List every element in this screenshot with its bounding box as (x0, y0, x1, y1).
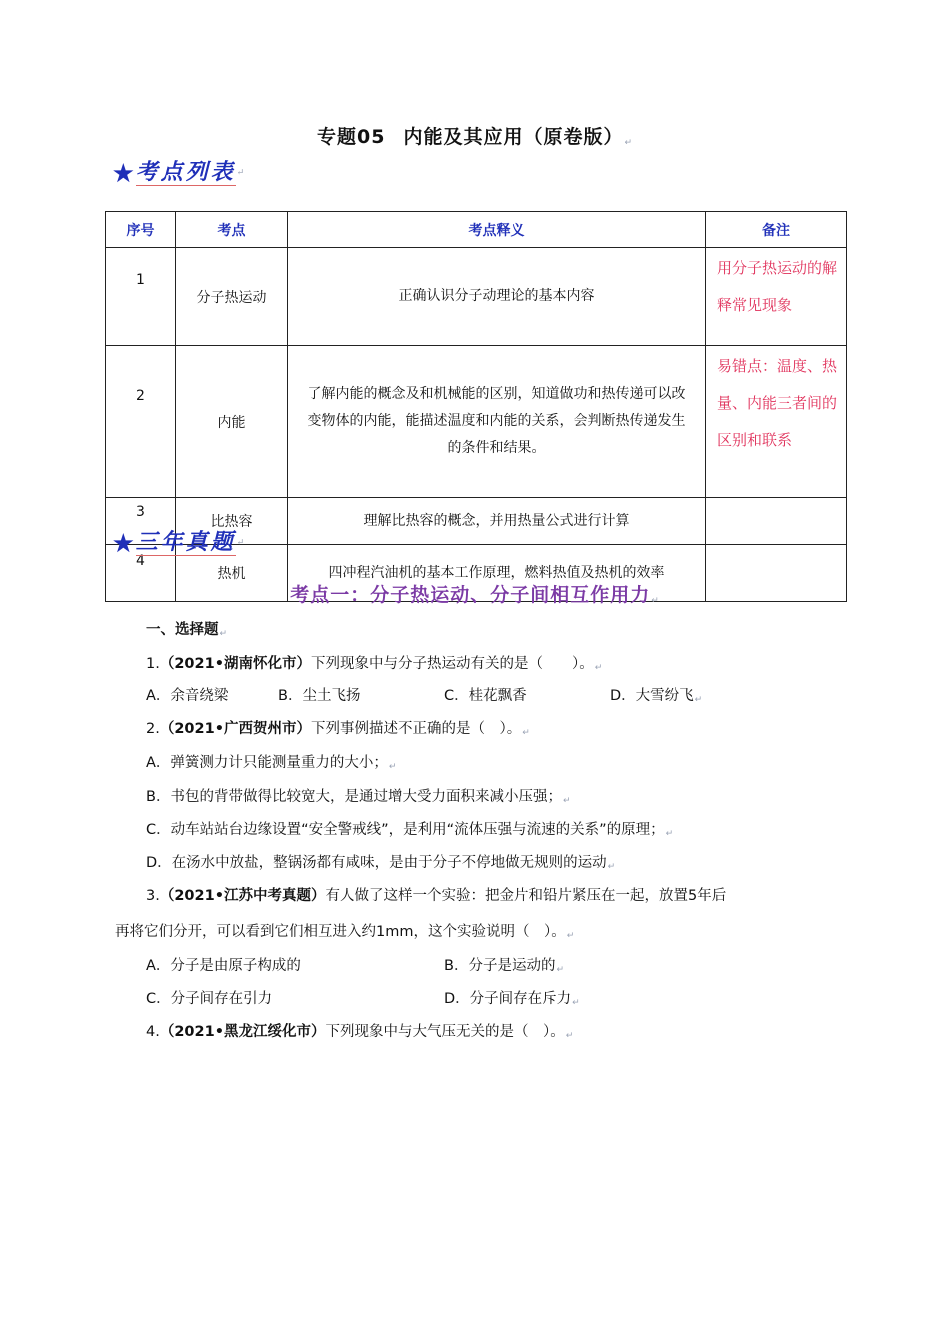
question-3: 3.（2021•江苏中考真题）有人做了这样一个实验：把金片和铅片紧压在一起，放置5年后 (146, 888, 727, 904)
q1-option-c: C．桂花飘香 (444, 688, 527, 704)
row-topic: 比热容 (176, 498, 288, 545)
q3-option-a: A．分子是由原子构成的 (146, 958, 301, 974)
col-header-topic: 考点 (176, 212, 288, 248)
section-heading-zhenti: ★ 三年真题 ↵ (113, 529, 248, 557)
part-one-label: 一、选择题↵ (146, 622, 228, 639)
q3-option-b: B．分子是运动的↵ (444, 958, 564, 975)
row-note: 易错点：温度、热量、内能三者间的区别和联系 (706, 346, 847, 498)
page-title: 专题05 内能及其应用（原卷版）↵ (316, 126, 633, 148)
question-4: 4.（2021•黑龙江绥化市）下列现象中与大气压无关的是（ ）。↵ (146, 1024, 574, 1041)
kaodian-one-heading: 考点一：分子热运动、分子间相互作用力↵ (290, 584, 660, 606)
q1-option-b: B．尘土飞扬 (278, 688, 361, 704)
col-header-num: 序号 (106, 212, 176, 248)
row-note (706, 498, 847, 545)
table-header-row (106, 212, 847, 248)
row-def: 理解比热容的概念，并用热量公式进行计算 (288, 498, 706, 545)
q2-option-a: A．弹簧测力计只能测量重力的大小；↵ (146, 755, 397, 772)
question-source: （2021•黑龙江绥化市） (159, 1024, 326, 1040)
q3-option-d: D．分子间存在斥力↵ (444, 991, 580, 1008)
col-header-note: 备注 (706, 212, 847, 248)
row-def: 正确认识分子动理论的基本内容 (288, 248, 706, 346)
q1-option-a: A．余音绕梁 (146, 688, 229, 704)
row-note: 用分子热运动的解释常见现象 (706, 248, 847, 346)
row-def: 四冲程汽油机的基本工作原理，燃料热值及热机的效率 (288, 545, 706, 602)
row-def: 了解内能的概念及和机械能的区别，知道做功和热传递可以改变物体的内能，能描述温度和内能的关系，会判断热传递发生的条件和结果。 (288, 346, 706, 498)
question-1: 1.（2021•湖南怀化市）下列现象中与分子热运动有关的是（ ）。↵ (146, 656, 603, 673)
row-num: 1 (106, 248, 176, 346)
q1-option-d: D．大雪纷飞↵ (610, 688, 703, 705)
col-header-def: 考点释义 (288, 212, 706, 248)
question-2: 2.（2021•广西贺州市）下列事例描述不正确的是（ ）。↵ (146, 721, 530, 738)
question-3-continued: 再将它们分开，可以看到它们相互进入约1mm，这个实验说明（ ）。↵ (115, 924, 575, 941)
question-source: （2021•湖南怀化市） (159, 656, 311, 672)
table-row (106, 248, 847, 346)
question-source: （2021•江苏中考真题） (159, 888, 326, 904)
row-num: 3 (106, 498, 176, 545)
q2-option-d: D．在汤水中放盐，整锅汤都有咸味，是由于分子不停地做无规则的运动↵ (146, 855, 616, 872)
q2-option-c: C．动车站站台边缘设置“安全警戒线”，是利用“流体压强与流速的关系”的原理；↵ (146, 822, 674, 839)
table-row (106, 346, 847, 498)
question-source: （2021•广西贺州市） (159, 721, 311, 737)
q2-option-b: B．书包的背带做得比较宽大，是通过增大受力面积来减小压强；↵ (146, 789, 571, 806)
row-topic: 热机 (176, 545, 288, 602)
row-num: 2 (106, 346, 176, 498)
star-icon: ★ (113, 529, 134, 557)
row-topic: 内能 (176, 346, 288, 498)
section-heading-kaodian: ★ 考点列表 ↵ (113, 159, 248, 187)
row-topic: 分子热运动 (176, 248, 288, 346)
q3-option-c: C．分子间存在引力 (146, 991, 273, 1007)
row-num: 4 (106, 545, 176, 602)
star-icon: ★ (113, 159, 134, 187)
